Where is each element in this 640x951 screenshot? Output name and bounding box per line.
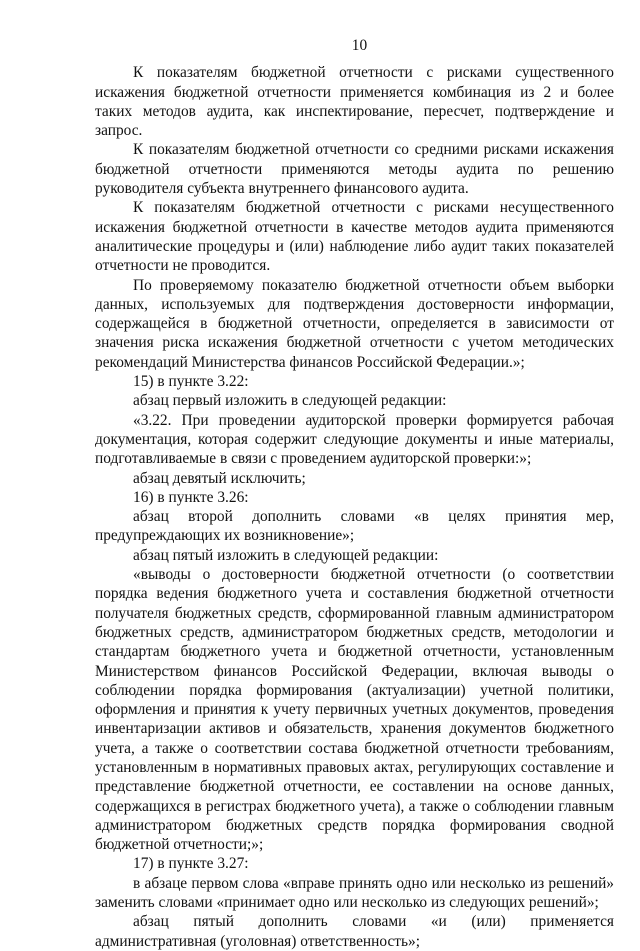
page-number: 10 (351, 37, 368, 54)
paragraph-item-17-replacement: в абзаце первом слова «вправе принять одно или несколько из решений» заменить словами «принимает одно или несколько из следующих решений»; (95, 874, 614, 912)
paragraph-item-16-instruction: абзац пятый изложить в следующей редакции: (133, 546, 439, 564)
paragraph-insignificant-risk-methods: К показателям бюджетной отчетности с рисками несущественного искажения бюджетной отчетности в качестве методов аудита применяются аналитические процедуры и (или) наблюдение либо аудит таких показателей отчетности не проводится. (95, 199, 614, 275)
paragraph-item-16-new-text: «выводы о достоверности бюджетной отчетности (о соответствии порядка ведения бюджетного учета и составления бюджетной отчетности получателя бюджетных средств, сформированной главным администратором бюджетных средств, администратором бюджетных средств, методологии и стандартам бюджетного учета и бюджетной отчетности, установленным Министерством финансов Российской Федерации, включая выводы о соблюдении порядка формирования (актуализации) учетной политики, оформления и принятия к учету первичных учетных документов, проведения инвентаризации активов и обязательств, хранения документов бюджетного учета, а также о соответствии состава бюджетной отчетности требованиям, установленным в нормативных правовых актах, регулирующих составление и представление бюджетной отчетности, ее составлении на основе данных, содержащихся в регистрах бюджетного учета), а также о соблюдении главным администратором бюджетных средств порядка формирования сводной бюджетной отчетности;»; (95, 566, 614, 854)
paragraph-medium-risk-methods: К показателям бюджетной отчетности со средними рисками искажения бюджетной отчетности применяются методы аудита по решению руководителя субъекта внутреннего финансового аудита. (95, 141, 614, 198)
paragraph-item-17-addition: абзац пятый дополнить словами «и (или) применяется административная (уголовная) ответственность»; (95, 913, 614, 950)
paragraph-item-15-exclusion: абзац девятый исключить; (133, 469, 306, 487)
paragraph-item-16-addition: абзац второй дополнить словами «в целях принятия мер, предупреждающих их возникновение»; (95, 508, 614, 545)
paragraph-item-17-heading: 17) в пункте 3.27: (133, 855, 249, 873)
paragraph-item-15-heading: 15) в пункте 3.22: (133, 373, 249, 391)
paragraph-item-15-new-text: «3.22. При проведении аудиторской проверки формируется рабочая документация, которая содержит следующие документы и иные материалы, подготавливаемые в связи с проведением аудиторской проверки:»; (95, 411, 614, 468)
paragraph-item-15-instruction: абзац первый изложить в следующей редакции: (133, 392, 447, 410)
document-body (95, 36, 614, 951)
paragraph-item-16-heading: 16) в пункте 3.26: (133, 488, 249, 506)
paragraph-sample-size: По проверяемому показателю бюджетной отчетности объем выборки данных, используемых для подтверждения достоверности информации, содержащейся в бюджетной отчетности, определяется в зависимости от значения риска искажения бюджетной отчетности с учетом методических рекомендаций Министерства финансов Российской Федерации.»; (95, 276, 614, 371)
paragraph-significant-risk-methods: К показателям бюджетной отчетности с рисками существенного искажения бюджетной отчетности применяется комбинация из 2 и более таких методов аудита, как инспектирование, пересчет, подтверждение и запрос. (95, 64, 614, 140)
